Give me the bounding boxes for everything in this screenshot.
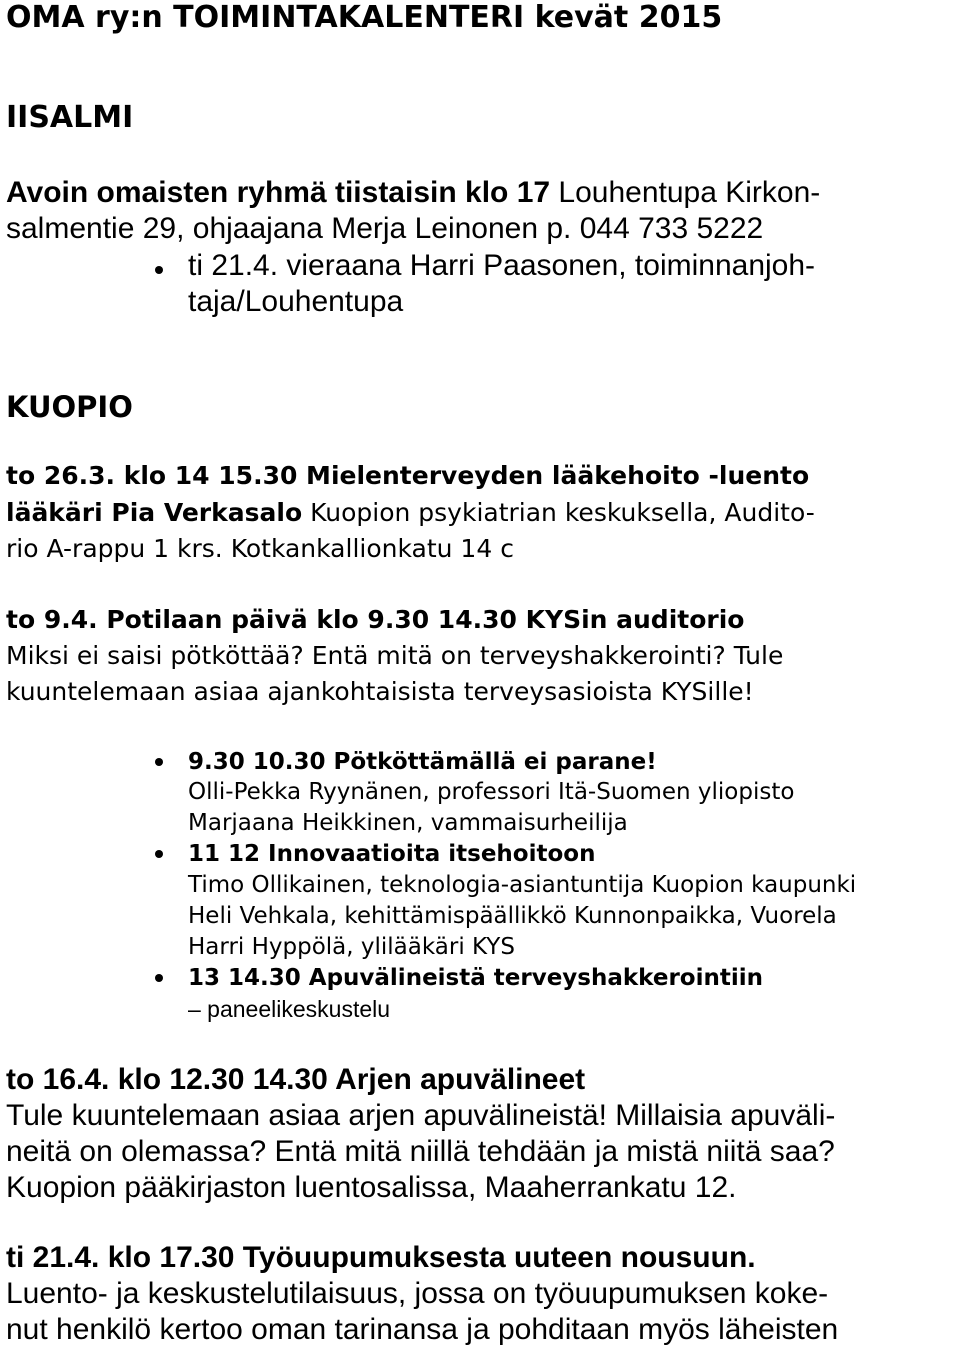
session-title: 9.30 10.30 Pötköttämällä ei parane! bbox=[188, 749, 657, 775]
kuopio-event2-line1: to 9.4. Potilaan päivä klo 9.30 14.30 KYSin auditorio bbox=[6, 605, 745, 634]
iisalmi-event-line1 bbox=[6, 175, 820, 211]
session-speaker: Timo Ollikainen, teknologia-asiantuntija Kuopion kaupunki bbox=[188, 872, 857, 898]
session-speaker: Harri Hyppölä, ylilääkäri KYS bbox=[188, 934, 515, 960]
kuopio-heading: KUOPIO bbox=[6, 390, 133, 424]
session-speaker: Marjaana Heikkinen, vammaisurheilija bbox=[188, 810, 628, 836]
bullet-icon bbox=[155, 974, 163, 982]
kuopio-event2-line3: kuuntelemaan asiaa ajankohtaisista terveysasioista KYSille! bbox=[6, 677, 754, 706]
session-title: 11 12 Innovaatioita itsehoitoon bbox=[188, 841, 596, 867]
kuopio-event4-line2: nut henkilö kertoo oman tarinansa ja pohditaan myös läheisten bbox=[6, 1313, 839, 1346]
kuopio-event2-line2: Miksi ei saisi pötköttää? Entä mitä on terveyshakkerointi? Tule bbox=[6, 641, 784, 670]
session-speaker: Olli-Pekka Ryynänen, professori Itä-Suomen yliopisto bbox=[188, 779, 795, 805]
kuopio-event4-line1: Luento- ja keskustelutilaisuus, jossa on työuupumuksen koke- bbox=[6, 1277, 829, 1310]
session-speaker: Heli Vehkala, kehittämispäällikkö Kunnonpaikka, Vuorela bbox=[188, 903, 837, 929]
session-speaker: – paneelikeskustelu bbox=[188, 996, 391, 1022]
kuopio-event4-heading: ti 21.4. klo 17.30 Työuupumuksesta uuteen nousuun. bbox=[6, 1241, 756, 1274]
iisalmi-event-line2: salmentie 29, ohjaajana Merja Leinonen p. 044 733 5222 bbox=[6, 212, 764, 245]
iisalmi-bullet-line1: ti 21.4. vieraana Harri Paasonen, toiminnanjoh- bbox=[188, 249, 816, 282]
iisalmi-event-bold: Avoin omaisten ryhmä tiistaisin klo 17 bbox=[6, 176, 551, 209]
kuopio-event1-line2 bbox=[6, 497, 815, 528]
kuopio-event3-line2: neitä on olemassa? Entä mitä niillä tehdään ja mistä niitä saa? bbox=[6, 1135, 835, 1168]
kuopio-event3-line1: Tule kuuntelemaan asiaa arjen apuvälineistä! Millaisia apuväli- bbox=[6, 1099, 836, 1132]
iisalmi-heading: IISALMI bbox=[6, 100, 134, 135]
bullet-icon bbox=[155, 758, 163, 766]
kuopio-event1-speaker: lääkäri Pia Verkasalo bbox=[6, 498, 303, 527]
iisalmi-bullet-line2: taja/Louhentupa bbox=[188, 285, 404, 318]
session-title: 13 14.30 Apuvälineistä terveyshakkerointiin bbox=[188, 965, 763, 991]
page-title: OMA ry:n TOIMINTAKALENTERI kevät 2015 bbox=[6, 0, 723, 35]
kuopio-event1-place: Kuopion psykiatrian keskuksella, Audito- bbox=[302, 498, 815, 527]
iisalmi-event-place: Louhentupa Kirkon- bbox=[550, 176, 821, 209]
kuopio-event1-line1: to 26.3. klo 14 15.30 Mielenterveyden lääkehoito -luento bbox=[6, 461, 810, 490]
bullet-icon bbox=[155, 266, 163, 274]
kuopio-event1-line3: rio A-rappu 1 krs. Kotkankallionkatu 14 c bbox=[6, 534, 514, 563]
bullet-icon bbox=[155, 850, 163, 858]
kuopio-event3-line3: Kuopion pääkirjaston luentosalissa, Maaherrankatu 12. bbox=[6, 1171, 737, 1204]
kuopio-event3-heading: to 16.4. klo 12.30 14.30 Arjen apuvälineet bbox=[6, 1063, 586, 1096]
